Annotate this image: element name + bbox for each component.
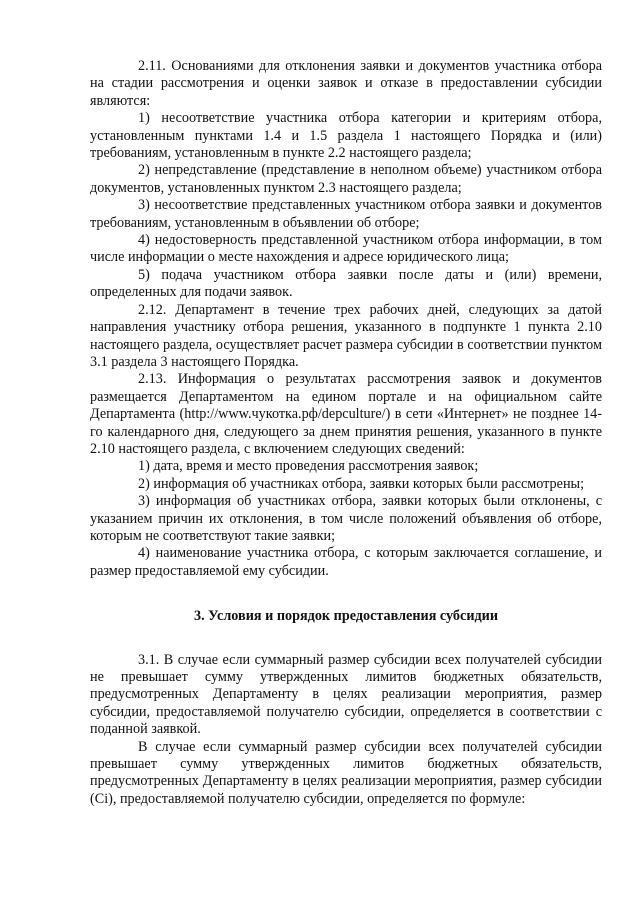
list-item: 2) информация об участниках отбора, заявки которых были рассмотрены; <box>138 475 585 492</box>
section-heading: 3. Условия и порядок предоставления субсидии <box>193 608 499 625</box>
paragraph: 2.13. Информация о результатах рассмотрения заявок и документов размещается Департаментом на едином портале и на официальном сайте Департамента (http://www.чукотка.рф/depculture/) в сети «Интернет» не позднее 14-го календарного дня, следующего за днем принятия решения, указанного в пункте 2.10 настоящего раздела, с включением следующих сведений: <box>90 371 602 457</box>
section-2-paragraphs <box>90 58 602 580</box>
paragraph: В случае если суммарный размер субсидии всех получателей субсидии превышает сумму утвержденных лимитов бюджетных обязательств, предусмотренных Департаменту в целях реализации мероприятия, размер субсидии (Ci), предоставляемой получателю субсидии, определяется по формуле: <box>90 738 602 807</box>
list-item: 1) дата, время и место проведения рассмотрения заявок; <box>138 458 479 475</box>
list-item: 2) непредставление (представление в неполном объеме) участником отбора документов, установленных пунктом 2.3 настоящего раздела; <box>90 162 602 196</box>
paragraph: 2.12. Департамент в течение трех рабочих дней, следующих за датой направления участнику отбора решения, указанного в подпункте 1 пункта 2.10 настоящего раздела, осуществляет расчет размера субсидии в соответствии пунктом 3.1 раздела 3 настоящего Порядка. <box>90 301 602 370</box>
list-item: 4) недостоверность представленной участником отбора информации, в том числе информации о месте нахождения и адресе юридического лица; <box>90 232 602 266</box>
section-3-paragraphs <box>90 652 602 809</box>
paragraph: 2.11. Основаниями для отклонения заявки и документов участника отбора на стадии рассмотрения и оценки заявок и отказе в предоставлении субсидии являются: <box>90 58 602 109</box>
list-item: 3) информация об участниках отбора, заявки которых были отклонены, с указанием причин их отклонения, в том числе положений объявления об отборе, которым не соответствуют такие заявки; <box>90 493 602 544</box>
list-item: 5) подача участником отбора заявки после даты и (или) времени, определенных для подачи заявок. <box>90 266 602 301</box>
list-item: 4) наименование участника отбора, с которым заключается соглашение, и размер предоставляемой ему субсидии. <box>90 545 602 579</box>
list-item: 3) несоответствие представленных участником отбора заявки и документов требованиям, установленным в объявлении об отборе; <box>90 197 602 231</box>
document-page <box>90 58 602 808</box>
list-item: 1) несоответствие участника отбора категории и критериям отбора, установленным пунктами 1.4 и 1.5 раздела 1 настоящего Порядка и (или) требованиям, установленным в пункте 2.2 настоящего раздела; <box>90 110 602 162</box>
paragraph: 3.1. В случае если суммарный размер субсидии всех получателей субсидии не превышает сумму утвержденных лимитов бюджетных обязательств, предусмотренных Департаменту в целях реализации мероприятия, размер субсидии, предоставляемой получателю субсидии, определяется в соответствии с поданной заявкой. <box>90 651 602 738</box>
